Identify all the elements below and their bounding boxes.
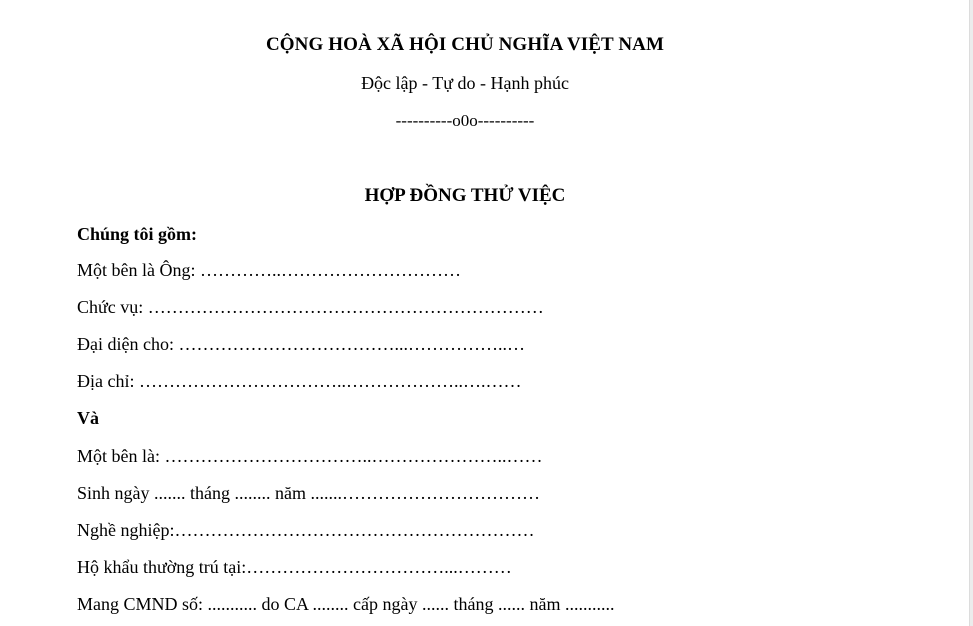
party-b-occupation-line: Nghề nghiệp:…………………………………………………… <box>77 520 535 540</box>
party-a-position-line: Chức vụ: ………………………………………………………… <box>77 297 544 317</box>
party-a-representing-line: Đại diện cho: ………………………………...……………..… <box>77 334 525 354</box>
party-a-address-line: Địa chỉ: ……………………………..………………..….…… <box>77 371 522 391</box>
contract-title: HỢP ĐỒNG THỬ VIỆC <box>364 185 566 206</box>
national-title: CỘNG HOÀ XÃ HỘI CHỦ NGHĨA VIỆT NAM <box>265 34 665 55</box>
party-a-name-line: Một bên là Ông: …………..………………………… <box>77 260 461 280</box>
party-b-birthdate-line: Sinh ngày ....... tháng ........ năm .......…………………………… <box>77 483 540 503</box>
national-motto: Độc lập - Tự do - Hạnh phúc <box>361 73 569 93</box>
party-b-id-card-line: Mang CMND số: ........... do CA ........ cấp ngày ...... tháng ...... năm ........... <box>77 594 615 614</box>
and-conjunction: Và <box>77 408 99 428</box>
header-separator: ----------o0o---------- <box>395 111 535 130</box>
party-b-name-line: Một bên là: ……………………………..…………………..…… <box>77 446 543 466</box>
party-b-residence-line: Hộ khẩu thường trú tại:……………………………...……… <box>77 557 512 577</box>
parties-intro: Chúng tôi gồm: <box>77 224 198 244</box>
